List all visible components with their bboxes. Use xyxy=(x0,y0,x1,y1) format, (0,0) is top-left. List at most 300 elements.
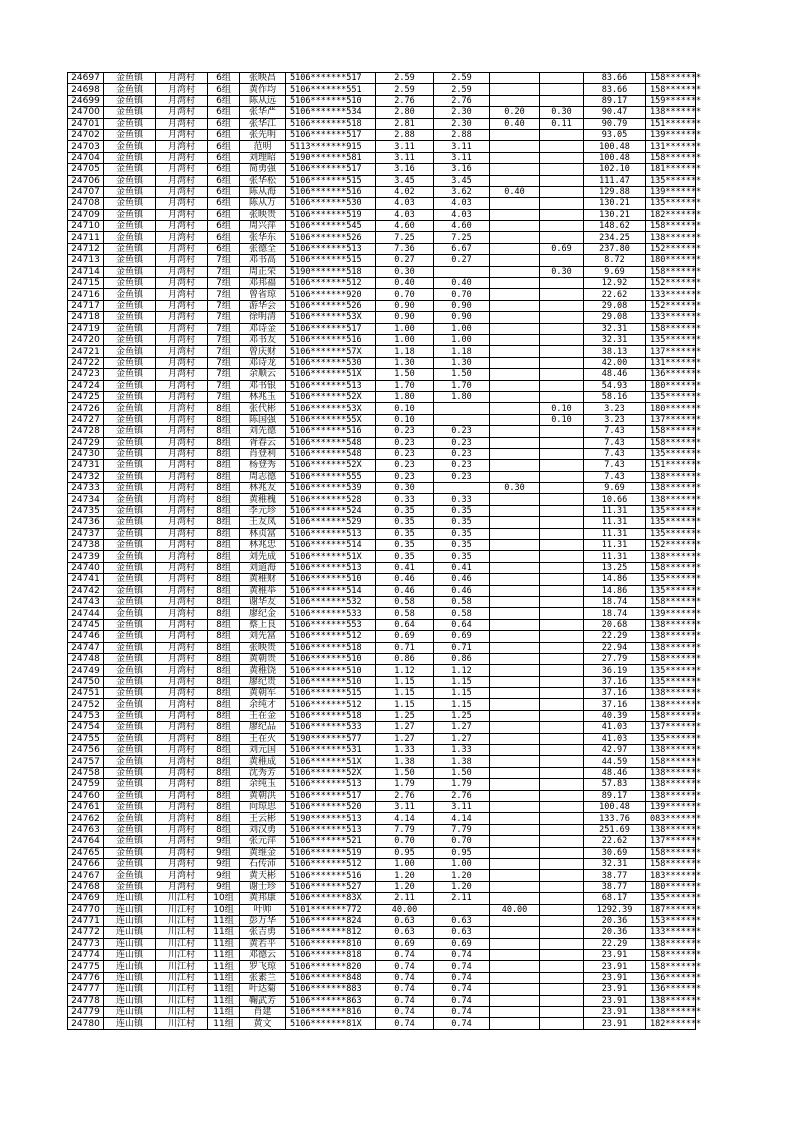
amount-cell: 93.05 xyxy=(584,129,646,140)
area-c-cell xyxy=(540,722,584,733)
area-b-cell xyxy=(490,881,540,892)
table-row xyxy=(68,312,696,323)
name-cell: 杨登秀 xyxy=(240,460,286,471)
village-cell: 月湾村 xyxy=(156,198,208,209)
village-cell: 月湾村 xyxy=(156,232,208,243)
village-cell: 月湾村 xyxy=(156,426,208,437)
group-cell: 9组 xyxy=(208,881,240,892)
area-c-cell xyxy=(540,665,584,676)
town-cell: 金鱼镇 xyxy=(104,414,156,425)
village-cell: 月湾村 xyxy=(156,710,208,721)
name-cell: 肖建 xyxy=(240,1007,286,1018)
area-c-cell xyxy=(540,1007,584,1018)
area-b-cell xyxy=(490,403,540,414)
area-a-cell: 3.62 xyxy=(434,186,490,197)
id-cell: 5106*******512 xyxy=(286,699,376,710)
phone-cell: 138******* xyxy=(646,232,696,243)
phone-cell: 181******* xyxy=(646,164,696,175)
total-area-cell: 3.45 xyxy=(376,175,434,186)
village-cell: 月湾村 xyxy=(156,676,208,687)
id-cell: 5106*******510 xyxy=(286,676,376,687)
phone-cell: 131******* xyxy=(646,357,696,368)
name-cell: 刘先富 xyxy=(240,631,286,642)
group-cell: 6组 xyxy=(208,118,240,129)
group-cell: 6组 xyxy=(208,84,240,95)
group-cell: 7组 xyxy=(208,323,240,334)
total-area-cell: 1.79 xyxy=(376,779,434,790)
phone-cell: 139******* xyxy=(646,186,696,197)
area-b-cell xyxy=(490,141,540,152)
name-cell: 徐明清 xyxy=(240,312,286,323)
seq-cell: 24710 xyxy=(68,221,104,232)
group-cell: 9组 xyxy=(208,858,240,869)
total-area-cell: 0.58 xyxy=(376,596,434,607)
village-cell: 月湾村 xyxy=(156,118,208,129)
id-cell: 5106*******533 xyxy=(286,608,376,619)
amount-cell: 1292.39 xyxy=(584,904,646,915)
name-cell: 蔡上良 xyxy=(240,619,286,630)
table-row xyxy=(68,300,696,311)
town-cell: 金鱼镇 xyxy=(104,346,156,357)
id-cell: 5106*******848 xyxy=(286,972,376,983)
amount-cell: 83.66 xyxy=(584,84,646,95)
seq-cell: 24715 xyxy=(68,278,104,289)
village-cell: 月湾村 xyxy=(156,255,208,266)
seq-cell: 24714 xyxy=(68,266,104,277)
area-c-cell xyxy=(540,426,584,437)
area-a-cell: 1.38 xyxy=(434,756,490,767)
village-cell: 月湾村 xyxy=(156,95,208,106)
area-c-cell xyxy=(540,596,584,607)
village-cell: 月湾村 xyxy=(156,824,208,835)
total-area-cell: 1.80 xyxy=(376,391,434,402)
group-cell: 8组 xyxy=(208,745,240,756)
phone-cell: 158******* xyxy=(646,950,696,961)
id-cell: 5106*******513 xyxy=(286,779,376,790)
phone-cell: 138******* xyxy=(646,619,696,630)
area-c-cell xyxy=(540,699,584,710)
id-cell: 5106*******548 xyxy=(286,448,376,459)
amount-cell: 11.31 xyxy=(584,505,646,516)
table-row xyxy=(68,73,696,84)
name-cell: 黄稚成 xyxy=(240,756,286,767)
area-c-cell xyxy=(540,836,584,847)
total-area-cell: 0.69 xyxy=(376,938,434,949)
group-cell: 6组 xyxy=(208,186,240,197)
area-a-cell: 1.00 xyxy=(434,334,490,345)
total-area-cell: 1.20 xyxy=(376,870,434,881)
area-b-cell xyxy=(490,585,540,596)
seq-cell: 24779 xyxy=(68,1007,104,1018)
town-cell: 连山镇 xyxy=(104,938,156,949)
table-row xyxy=(68,448,696,459)
group-cell: 11组 xyxy=(208,938,240,949)
total-area-cell: 0.74 xyxy=(376,1007,434,1018)
amount-cell: 22.62 xyxy=(584,289,646,300)
area-c-cell xyxy=(540,369,584,380)
area-b-cell xyxy=(490,551,540,562)
total-area-cell: 2.80 xyxy=(376,107,434,118)
area-a-cell: 0.70 xyxy=(434,289,490,300)
area-c-cell xyxy=(540,164,584,175)
area-b-cell xyxy=(490,745,540,756)
phone-cell: 152******* xyxy=(646,278,696,289)
area-b-cell xyxy=(490,255,540,266)
phone-cell: 137******* xyxy=(646,346,696,357)
table-row xyxy=(68,562,696,573)
area-c-cell xyxy=(540,619,584,630)
group-cell: 7组 xyxy=(208,369,240,380)
amount-cell: 32.31 xyxy=(584,334,646,345)
village-cell: 月湾村 xyxy=(156,847,208,858)
total-area-cell: 4.60 xyxy=(376,221,434,232)
area-a-cell: 1.27 xyxy=(434,733,490,744)
area-b-cell xyxy=(490,984,540,995)
area-a-cell: 0.74 xyxy=(434,1018,490,1029)
phone-cell: 135******* xyxy=(646,175,696,186)
area-c-cell xyxy=(540,323,584,334)
village-cell: 月湾村 xyxy=(156,688,208,699)
area-c-cell xyxy=(540,893,584,904)
area-a-cell: 0.74 xyxy=(434,972,490,983)
table-row xyxy=(68,596,696,607)
id-cell: 5106*******514 xyxy=(286,540,376,551)
amount-cell: 29.08 xyxy=(584,312,646,323)
group-cell: 6组 xyxy=(208,209,240,220)
area-a-cell: 1.80 xyxy=(434,391,490,402)
area-b-cell xyxy=(490,312,540,323)
id-cell: 5106*******51X xyxy=(286,551,376,562)
town-cell: 金鱼镇 xyxy=(104,73,156,84)
group-cell: 8组 xyxy=(208,483,240,494)
id-cell: 5106*******514 xyxy=(286,585,376,596)
table-row xyxy=(68,460,696,471)
area-c-cell xyxy=(540,152,584,163)
village-cell: 月湾村 xyxy=(156,790,208,801)
total-area-cell: 1.25 xyxy=(376,710,434,721)
village-cell: 月湾村 xyxy=(156,414,208,425)
name-cell: 陈从远 xyxy=(240,95,286,106)
town-cell: 金鱼镇 xyxy=(104,710,156,721)
total-area-cell: 7.79 xyxy=(376,824,434,835)
phone-cell: 139******* xyxy=(646,129,696,140)
id-cell: 5106*******519 xyxy=(286,209,376,220)
area-b-cell xyxy=(490,414,540,425)
area-b-cell xyxy=(490,426,540,437)
area-c-cell: 0.69 xyxy=(540,243,584,254)
village-cell: 月湾村 xyxy=(156,596,208,607)
phone-cell: 158******* xyxy=(646,847,696,858)
town-cell: 金鱼镇 xyxy=(104,221,156,232)
table-row xyxy=(68,665,696,676)
amount-cell: 48.46 xyxy=(584,369,646,380)
phone-cell: 138******* xyxy=(646,107,696,118)
village-cell: 月湾村 xyxy=(156,334,208,345)
table-row xyxy=(68,1007,696,1018)
seq-cell: 24764 xyxy=(68,836,104,847)
village-cell: 月湾村 xyxy=(156,836,208,847)
name-cell: 王在火 xyxy=(240,733,286,744)
area-a-cell: 0.90 xyxy=(434,300,490,311)
area-a-cell: 0.40 xyxy=(434,278,490,289)
area-a-cell: 0.69 xyxy=(434,631,490,642)
seq-cell: 24732 xyxy=(68,471,104,482)
town-cell: 金鱼镇 xyxy=(104,141,156,152)
seq-cell: 24769 xyxy=(68,893,104,904)
town-cell: 连山镇 xyxy=(104,950,156,961)
area-a-cell xyxy=(434,266,490,277)
area-b-cell: 0.40 xyxy=(490,186,540,197)
amount-cell: 32.31 xyxy=(584,323,646,334)
id-cell: 5106*******57X xyxy=(286,346,376,357)
total-area-cell: 0.90 xyxy=(376,312,434,323)
name-cell: 肖登利 xyxy=(240,448,286,459)
town-cell: 连山镇 xyxy=(104,1007,156,1018)
area-a-cell: 1.30 xyxy=(434,357,490,368)
village-cell: 月湾村 xyxy=(156,870,208,881)
town-cell: 金鱼镇 xyxy=(104,300,156,311)
total-area-cell: 0.23 xyxy=(376,448,434,459)
area-a-cell: 0.46 xyxy=(434,574,490,585)
phone-cell: 138******* xyxy=(646,471,696,482)
village-cell: 月湾村 xyxy=(156,312,208,323)
area-b-cell xyxy=(490,164,540,175)
name-cell: 廖纪品 xyxy=(240,722,286,733)
area-c-cell xyxy=(540,289,584,300)
seq-cell: 24733 xyxy=(68,483,104,494)
total-area-cell: 0.64 xyxy=(376,619,434,630)
total-area-cell: 1.20 xyxy=(376,881,434,892)
area-c-cell xyxy=(540,642,584,653)
seq-cell: 24747 xyxy=(68,642,104,653)
amount-cell: 9.69 xyxy=(584,266,646,277)
name-cell: 陈从万 xyxy=(240,198,286,209)
name-cell: 游华会 xyxy=(240,300,286,311)
table-row xyxy=(68,540,696,551)
table-row xyxy=(68,893,696,904)
town-cell: 金鱼镇 xyxy=(104,494,156,505)
area-c-cell xyxy=(540,483,584,494)
area-c-cell xyxy=(540,858,584,869)
amount-cell: 57.83 xyxy=(584,779,646,790)
seq-cell: 24708 xyxy=(68,198,104,209)
seq-cell: 24766 xyxy=(68,858,104,869)
phone-cell: 135******* xyxy=(646,733,696,744)
village-cell: 月湾村 xyxy=(156,733,208,744)
total-area-cell: 0.41 xyxy=(376,562,434,573)
town-cell: 金鱼镇 xyxy=(104,790,156,801)
name-cell: 黄稚举 xyxy=(240,585,286,596)
total-area-cell: 4.03 xyxy=(376,198,434,209)
seq-cell: 24717 xyxy=(68,300,104,311)
area-a-cell: 0.90 xyxy=(434,312,490,323)
phone-cell: 138******* xyxy=(646,779,696,790)
area-c-cell: 0.30 xyxy=(540,266,584,277)
seq-cell: 24731 xyxy=(68,460,104,471)
town-cell: 金鱼镇 xyxy=(104,380,156,391)
id-cell: 5106*******510 xyxy=(286,653,376,664)
area-a-cell: 4.03 xyxy=(434,198,490,209)
area-a-cell: 0.70 xyxy=(434,836,490,847)
total-area-cell: 0.74 xyxy=(376,995,434,1006)
table-row xyxy=(68,221,696,232)
id-cell: 5106*******818 xyxy=(286,950,376,961)
table-row xyxy=(68,984,696,995)
area-a-cell: 0.27 xyxy=(434,255,490,266)
table-row xyxy=(68,733,696,744)
id-cell: 5106*******515 xyxy=(286,175,376,186)
area-b-cell xyxy=(490,289,540,300)
amount-cell: 37.16 xyxy=(584,676,646,687)
area-a-cell: 1.27 xyxy=(434,722,490,733)
phone-cell: 138******* xyxy=(646,642,696,653)
village-cell: 月湾村 xyxy=(156,300,208,311)
village-cell: 川江村 xyxy=(156,961,208,972)
area-c-cell xyxy=(540,1018,584,1029)
village-cell: 月湾村 xyxy=(156,448,208,459)
seq-cell: 24707 xyxy=(68,186,104,197)
area-c-cell xyxy=(540,357,584,368)
table-row xyxy=(68,391,696,402)
amount-cell: 23.91 xyxy=(584,972,646,983)
group-cell: 7组 xyxy=(208,346,240,357)
amount-cell: 37.16 xyxy=(584,688,646,699)
name-cell: 周兴萍 xyxy=(240,221,286,232)
total-area-cell: 1.70 xyxy=(376,380,434,391)
village-cell: 月湾村 xyxy=(156,528,208,539)
name-cell: 邓书银 xyxy=(240,380,286,391)
area-a-cell: 3.16 xyxy=(434,164,490,175)
area-a-cell: 1.79 xyxy=(434,779,490,790)
name-cell: 刘理昭 xyxy=(240,152,286,163)
total-area-cell: 2.59 xyxy=(376,73,434,84)
village-cell: 川江村 xyxy=(156,904,208,915)
table-row xyxy=(68,790,696,801)
table-row xyxy=(68,505,696,516)
area-c-cell xyxy=(540,847,584,858)
total-area-cell: 0.30 xyxy=(376,483,434,494)
town-cell: 金鱼镇 xyxy=(104,95,156,106)
table-row xyxy=(68,107,696,118)
village-cell: 川江村 xyxy=(156,893,208,904)
total-area-cell: 0.23 xyxy=(376,437,434,448)
village-cell: 月湾村 xyxy=(156,699,208,710)
area-a-cell: 0.23 xyxy=(434,471,490,482)
town-cell: 金鱼镇 xyxy=(104,745,156,756)
amount-cell: 10.66 xyxy=(584,494,646,505)
area-a-cell: 3.11 xyxy=(434,141,490,152)
area-b-cell xyxy=(490,540,540,551)
village-cell: 月湾村 xyxy=(156,346,208,357)
area-a-cell: 0.23 xyxy=(434,448,490,459)
amount-cell: 42.00 xyxy=(584,357,646,368)
name-cell: 余纯玉 xyxy=(240,779,286,790)
total-area-cell: 0.46 xyxy=(376,585,434,596)
seq-cell: 24727 xyxy=(68,414,104,425)
area-b-cell xyxy=(490,369,540,380)
id-cell: 5106*******553 xyxy=(286,619,376,630)
phone-cell: 158******* xyxy=(646,596,696,607)
phone-cell: 138******* xyxy=(646,938,696,949)
name-cell: 张元萍 xyxy=(240,836,286,847)
name-cell: 叶帅 xyxy=(240,904,286,915)
group-cell: 8组 xyxy=(208,426,240,437)
village-cell: 月湾村 xyxy=(156,403,208,414)
town-cell: 连山镇 xyxy=(104,904,156,915)
seq-cell: 24774 xyxy=(68,950,104,961)
area-c-cell xyxy=(540,471,584,482)
amount-cell: 22.29 xyxy=(584,938,646,949)
id-cell: 5190*******518 xyxy=(286,266,376,277)
seq-cell: 24701 xyxy=(68,118,104,129)
town-cell: 连山镇 xyxy=(104,995,156,1006)
phone-cell: 138******* xyxy=(646,483,696,494)
name-cell: 余纯才 xyxy=(240,699,286,710)
phone-cell: 158******* xyxy=(646,266,696,277)
amount-cell: 237.80 xyxy=(584,243,646,254)
group-cell: 8组 xyxy=(208,802,240,813)
table-row xyxy=(68,369,696,380)
area-c-cell xyxy=(540,186,584,197)
name-cell: 刘先德 xyxy=(240,426,286,437)
village-cell: 月湾村 xyxy=(156,767,208,778)
name-cell: 叶达菊 xyxy=(240,984,286,995)
amount-cell: 58.16 xyxy=(584,391,646,402)
amount-cell: 148.62 xyxy=(584,221,646,232)
seq-cell: 24746 xyxy=(68,631,104,642)
id-cell: 5106*******920 xyxy=(286,289,376,300)
village-cell: 月湾村 xyxy=(156,483,208,494)
area-b-cell xyxy=(490,437,540,448)
name-cell: 张华江 xyxy=(240,118,286,129)
area-c-cell xyxy=(540,437,584,448)
table-row xyxy=(68,95,696,106)
area-c-cell xyxy=(540,984,584,995)
name-cell: 张素兰 xyxy=(240,972,286,983)
table-row xyxy=(68,84,696,95)
amount-cell: 13.25 xyxy=(584,562,646,573)
id-cell: 5106*******824 xyxy=(286,915,376,926)
table-row xyxy=(68,836,696,847)
town-cell: 金鱼镇 xyxy=(104,483,156,494)
id-cell: 5106*******517 xyxy=(286,73,376,84)
town-cell: 金鱼镇 xyxy=(104,357,156,368)
amount-cell: 20.36 xyxy=(584,915,646,926)
town-cell: 金鱼镇 xyxy=(104,175,156,186)
table-row xyxy=(68,209,696,220)
amount-cell: 7.43 xyxy=(584,471,646,482)
id-cell: 5106*******81X xyxy=(286,1018,376,1029)
table-row xyxy=(68,118,696,129)
id-cell: 5106*******530 xyxy=(286,198,376,209)
phone-cell: 138******* xyxy=(646,745,696,756)
village-cell: 月湾村 xyxy=(156,813,208,824)
village-cell: 月湾村 xyxy=(156,494,208,505)
name-cell: 廖纪金 xyxy=(240,608,286,619)
id-cell: 5106*******519 xyxy=(286,847,376,858)
group-cell: 8组 xyxy=(208,448,240,459)
town-cell: 金鱼镇 xyxy=(104,323,156,334)
amount-cell: 83.66 xyxy=(584,73,646,84)
phone-cell: 135******* xyxy=(646,448,696,459)
id-cell: 5106*******513 xyxy=(286,380,376,391)
area-b-cell xyxy=(490,152,540,163)
name-cell: 黄天彬 xyxy=(240,870,286,881)
area-c-cell xyxy=(540,938,584,949)
id-cell: 5106*******512 xyxy=(286,631,376,642)
amount-cell: 251.69 xyxy=(584,824,646,835)
amount-cell: 7.43 xyxy=(584,460,646,471)
